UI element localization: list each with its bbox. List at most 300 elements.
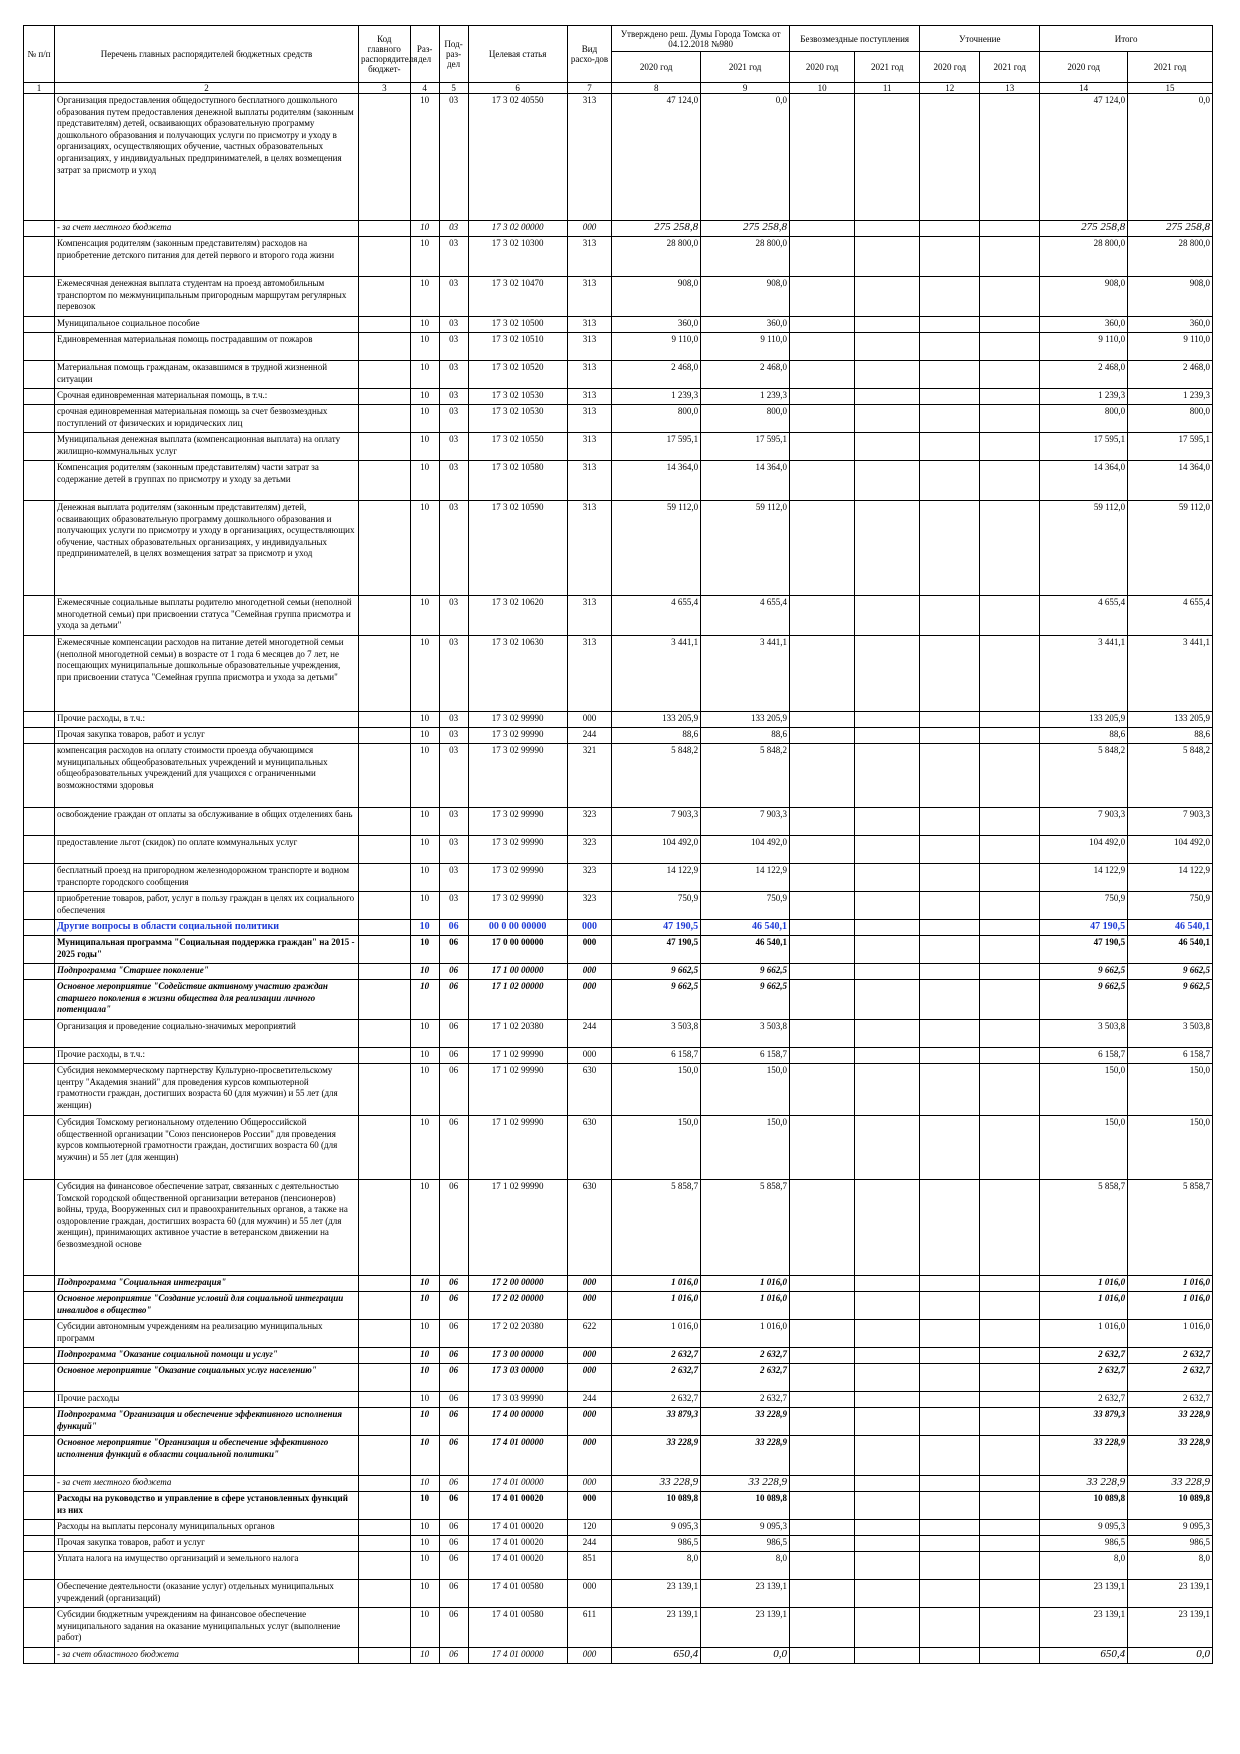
cell-approved-2020: 47 124,0: [612, 94, 701, 221]
cell-approved-2021: 10 089,8: [701, 1492, 790, 1520]
cell-free-2021: [855, 1476, 920, 1492]
cell-item-name: Расходы на выплаты персоналу муниципальных органов: [55, 1520, 359, 1536]
cell-item-name: - за счет местного бюджета: [55, 221, 359, 237]
cell-clarify-2020: [920, 433, 980, 461]
cell-section: 10: [410, 333, 439, 361]
cell-clarify-2020: [920, 1436, 980, 1476]
cell-approved-2020: 17 595,1: [612, 433, 701, 461]
cell-free-2021: [855, 980, 920, 1020]
cell-clarify-2020: [920, 1348, 980, 1364]
cell-total-2021: 750,9: [1128, 892, 1213, 920]
cell-total-2021: 5 858,7: [1128, 1180, 1213, 1276]
cell-total-2020: 33 228,9: [1040, 1436, 1128, 1476]
cell-subsection: 06: [439, 1392, 468, 1408]
column-number: 5: [439, 83, 468, 94]
cell-section: 10: [410, 1276, 439, 1292]
cell-target-item: 17 3 02 10630: [468, 636, 567, 712]
cell-clarify-2021: [980, 596, 1040, 636]
cell-free-2021: [855, 964, 920, 980]
cell-clarify-2021: [980, 1552, 1040, 1580]
table-row: [24, 1364, 1213, 1392]
cell-item-name: Субсидии автономным учреждениям на реализацию муниципальных программ: [55, 1320, 359, 1348]
cell-approved-2020: 2 632,7: [612, 1364, 701, 1392]
cell-total-2020: 1 016,0: [1040, 1320, 1128, 1348]
cell-number: [24, 405, 55, 433]
cell-target-item: 17 1 02 00000: [468, 980, 567, 1020]
cell-approved-2020: 133 205,9: [612, 712, 701, 728]
cell-target-item: 17 4 01 00000: [468, 1648, 567, 1664]
cell-clarify-2020: [920, 1320, 980, 1348]
cell-total-2020: 47 124,0: [1040, 94, 1128, 221]
header-year: 2020 год: [1040, 52, 1128, 83]
cell-subsection: 06: [439, 964, 468, 980]
cell-free-2020: [790, 1608, 855, 1648]
cell-clarify-2020: [920, 405, 980, 433]
cell-expense-type: 000: [567, 920, 611, 936]
table-row: [24, 1552, 1213, 1580]
cell-total-2020: 9 662,5: [1040, 980, 1128, 1020]
cell-free-2020: [790, 1276, 855, 1292]
cell-subsection: 03: [439, 836, 468, 864]
cell-approved-2020: 4 655,4: [612, 596, 701, 636]
cell-subsection: 03: [439, 744, 468, 808]
cell-item-name: Ежемесячные компенсации расходов на питание детей многодетной семьи (неполной многодетной семьи) в возрасте от 1 года 6 месяцев до 7 лет, не посещающих муниципальные дошкольные образовательные учреждения, при присвоении статуса "Семейная группа присмотра и ухода за детьми": [55, 636, 359, 712]
cell-expense-type: 313: [567, 237, 611, 277]
cell-subsection: 03: [439, 361, 468, 389]
cell-total-2021: 9 110,0: [1128, 333, 1213, 361]
cell-clarify-2020: [920, 461, 980, 501]
cell-code: [358, 728, 410, 744]
cell-number: [24, 461, 55, 501]
cell-code: [358, 1408, 410, 1436]
cell-approved-2021: 275 258,8: [701, 221, 790, 237]
cell-section: 10: [410, 1020, 439, 1048]
table-row: [24, 1476, 1213, 1492]
cell-number: [24, 864, 55, 892]
cell-number: [24, 1180, 55, 1276]
cell-clarify-2020: [920, 980, 980, 1020]
cell-clarify-2021: [980, 1476, 1040, 1492]
cell-total-2020: 33 879,3: [1040, 1408, 1128, 1436]
cell-free-2021: [855, 1320, 920, 1348]
cell-clarify-2021: [980, 836, 1040, 864]
cell-code: [358, 864, 410, 892]
cell-target-item: 17 4 01 00020: [468, 1552, 567, 1580]
cell-subsection: 06: [439, 1436, 468, 1476]
cell-free-2021: [855, 1020, 920, 1048]
cell-code: [358, 317, 410, 333]
cell-subsection: 06: [439, 1292, 468, 1320]
cell-clarify-2021: [980, 405, 1040, 433]
cell-section: 10: [410, 808, 439, 836]
cell-item-name: Основное мероприятие "Оказание социальных услуг населению": [55, 1364, 359, 1392]
cell-clarify-2020: [920, 389, 980, 405]
cell-free-2021: [855, 712, 920, 728]
cell-total-2020: 908,0: [1040, 277, 1128, 317]
table-row: [24, 1180, 1213, 1276]
cell-approved-2021: 14 364,0: [701, 461, 790, 501]
cell-item-name: Ежемесячная денежная выплата студентам на проезд автомобильным транспортом по межмуниципальным пригородным маршрутам регулярных перевозок: [55, 277, 359, 317]
column-number: 15: [1128, 83, 1213, 94]
cell-number: [24, 1408, 55, 1436]
header-total: Итого: [1040, 26, 1213, 52]
table-row: [24, 1064, 1213, 1116]
cell-free-2021: [855, 1408, 920, 1436]
cell-expense-type: 630: [567, 1064, 611, 1116]
table-row: [24, 1276, 1213, 1292]
cell-target-item: 17 3 02 10300: [468, 237, 567, 277]
cell-code: [358, 1048, 410, 1064]
cell-free-2020: [790, 1520, 855, 1536]
cell-subsection: 03: [439, 596, 468, 636]
cell-approved-2020: 23 139,1: [612, 1580, 701, 1608]
cell-number: [24, 1608, 55, 1648]
cell-total-2020: 133 205,9: [1040, 712, 1128, 728]
header-target-item: Целевая статья: [468, 26, 567, 83]
cell-code: [358, 94, 410, 221]
cell-approved-2021: 28 800,0: [701, 237, 790, 277]
cell-item-name: Основное мероприятие "Создание условий для социальной интеграции инвалидов в общество": [55, 1292, 359, 1320]
cell-number: [24, 728, 55, 744]
cell-section: 10: [410, 892, 439, 920]
cell-clarify-2021: [980, 1648, 1040, 1664]
cell-item-name: Прочая закупка товаров, работ и услуг: [55, 728, 359, 744]
cell-approved-2021: 9 095,3: [701, 1520, 790, 1536]
cell-total-2021: 2 632,7: [1128, 1348, 1213, 1364]
cell-total-2020: 14 122,9: [1040, 864, 1128, 892]
cell-section: 10: [410, 744, 439, 808]
cell-approved-2021: 0,0: [701, 1648, 790, 1664]
cell-clarify-2021: [980, 728, 1040, 744]
table-row: [24, 277, 1213, 317]
cell-target-item: 00 0 00 00000: [468, 920, 567, 936]
cell-code: [358, 1116, 410, 1180]
cell-approved-2021: 908,0: [701, 277, 790, 317]
cell-subsection: 06: [439, 1608, 468, 1648]
table-row: [24, 864, 1213, 892]
cell-section: 10: [410, 936, 439, 964]
column-number: 3: [358, 83, 410, 94]
cell-approved-2021: 750,9: [701, 892, 790, 920]
cell-clarify-2020: [920, 237, 980, 277]
cell-clarify-2021: [980, 1276, 1040, 1292]
header-year: 2021 год: [855, 52, 920, 83]
cell-free-2021: [855, 596, 920, 636]
cell-clarify-2021: [980, 1292, 1040, 1320]
cell-target-item: 17 3 03 00000: [468, 1364, 567, 1392]
cell-approved-2021: 7 903,3: [701, 808, 790, 836]
cell-section: 10: [410, 1180, 439, 1276]
cell-free-2020: [790, 864, 855, 892]
cell-target-item: 17 3 00 00000: [468, 1348, 567, 1364]
cell-expense-type: 313: [567, 461, 611, 501]
cell-approved-2021: 360,0: [701, 317, 790, 333]
header-clarification: Уточнение: [920, 26, 1040, 52]
cell-expense-type: 630: [567, 1180, 611, 1276]
cell-clarify-2021: [980, 1364, 1040, 1392]
cell-free-2021: [855, 333, 920, 361]
cell-free-2021: [855, 461, 920, 501]
cell-total-2020: 17 595,1: [1040, 433, 1128, 461]
cell-clarify-2021: [980, 277, 1040, 317]
cell-code: [358, 1276, 410, 1292]
cell-clarify-2020: [920, 712, 980, 728]
table-row: [24, 744, 1213, 808]
cell-expense-type: 000: [567, 1348, 611, 1364]
table-row: [24, 964, 1213, 980]
cell-number: [24, 836, 55, 864]
cell-target-item: 17 3 02 99990: [468, 808, 567, 836]
cell-code: [358, 405, 410, 433]
cell-subsection: 06: [439, 1364, 468, 1392]
cell-total-2020: 88,6: [1040, 728, 1128, 744]
cell-clarify-2021: [980, 221, 1040, 237]
cell-item-name: срочная единовременная материальная помощь за счет безвозмездных поступлений от физических и юридических лиц: [55, 405, 359, 433]
cell-total-2020: 9 095,3: [1040, 1520, 1128, 1536]
cell-total-2020: 47 190,5: [1040, 920, 1128, 936]
cell-clarify-2020: [920, 1292, 980, 1320]
cell-expense-type: 000: [567, 1048, 611, 1064]
cell-target-item: 17 3 02 10510: [468, 333, 567, 361]
cell-code: [358, 1292, 410, 1320]
cell-approved-2020: 9 095,3: [612, 1520, 701, 1536]
cell-approved-2021: 986,5: [701, 1536, 790, 1552]
cell-free-2021: [855, 920, 920, 936]
cell-section: 10: [410, 712, 439, 728]
table-row: [24, 237, 1213, 277]
cell-section: 10: [410, 1648, 439, 1664]
cell-approved-2020: 6 158,7: [612, 1048, 701, 1064]
cell-expense-type: 000: [567, 1492, 611, 1520]
cell-section: 10: [410, 1476, 439, 1492]
cell-approved-2021: 1 239,3: [701, 389, 790, 405]
cell-total-2020: 1 239,3: [1040, 389, 1128, 405]
cell-clarify-2020: [920, 636, 980, 712]
cell-total-2020: 360,0: [1040, 317, 1128, 333]
cell-item-name: Субсидия некоммерческому партнерству Культурно-просветительскому центру "Академия знаний" для проведения курсов компьютерной грамотности граждан, достигших возраста 60 (для мужчин) и 55 лет (для женщин): [55, 1064, 359, 1116]
cell-expense-type: 000: [567, 1292, 611, 1320]
cell-section: 10: [410, 920, 439, 936]
table-row: [24, 461, 1213, 501]
cell-section: 10: [410, 636, 439, 712]
cell-total-2021: 133 205,9: [1128, 712, 1213, 728]
cell-free-2020: [790, 596, 855, 636]
cell-free-2021: [855, 221, 920, 237]
cell-total-2021: 2 632,7: [1128, 1364, 1213, 1392]
cell-subsection: 06: [439, 1552, 468, 1580]
cell-item-name: - за счет местного бюджета: [55, 1476, 359, 1492]
cell-free-2020: [790, 1320, 855, 1348]
cell-target-item: 17 1 02 99990: [468, 1180, 567, 1276]
cell-approved-2021: 14 122,9: [701, 864, 790, 892]
cell-code: [358, 1364, 410, 1392]
cell-code: [358, 1608, 410, 1648]
cell-item-name: бесплатный проезд на пригородном железнодорожном транспорте и водном транспорте городского сообщения: [55, 864, 359, 892]
cell-code: [358, 237, 410, 277]
cell-total-2021: 360,0: [1128, 317, 1213, 333]
cell-target-item: 17 3 02 10530: [468, 389, 567, 405]
cell-section: 10: [410, 836, 439, 864]
cell-section: 10: [410, 1608, 439, 1648]
cell-free-2020: [790, 405, 855, 433]
cell-total-2021: 4 655,4: [1128, 596, 1213, 636]
cell-free-2021: [855, 1276, 920, 1292]
cell-target-item: 17 3 02 10530: [468, 405, 567, 433]
cell-free-2021: [855, 237, 920, 277]
cell-clarify-2021: [980, 1520, 1040, 1536]
column-number: 13: [980, 83, 1040, 94]
cell-approved-2021: 2 632,7: [701, 1348, 790, 1364]
cell-section: 10: [410, 1116, 439, 1180]
cell-free-2020: [790, 1476, 855, 1492]
cell-section: 10: [410, 728, 439, 744]
cell-approved-2021: 3 441,1: [701, 636, 790, 712]
cell-section: 10: [410, 1348, 439, 1364]
table-row: [24, 1580, 1213, 1608]
cell-free-2021: [855, 1536, 920, 1552]
cell-free-2020: [790, 836, 855, 864]
header-year: 2021 год: [980, 52, 1040, 83]
table-header: [24, 26, 1213, 94]
cell-code: [358, 1320, 410, 1348]
cell-item-name: Основное мероприятие "Организация и обеспечение эффективного исполнения функций в области социальной политики": [55, 1436, 359, 1476]
cell-expense-type: 313: [567, 433, 611, 461]
cell-expense-type: 000: [567, 1276, 611, 1292]
cell-target-item: 17 4 01 00020: [468, 1536, 567, 1552]
cell-code: [358, 1348, 410, 1364]
cell-free-2020: [790, 744, 855, 808]
cell-total-2021: 46 540,1: [1128, 936, 1213, 964]
cell-section: 10: [410, 1552, 439, 1580]
cell-item-name: Субсидия на финансовое обеспечение затрат, связанных с деятельностью Томской городской общественной организации ветеранов (пенсионеров) войны, труда, Вооруженных сил и правоохранительных органов, а также на оздоровление граждан, достигших возраста 60 (для мужчин) и 55 лет (для женщин), принимающих активное участие в ветеранском движении на безвозмездной основе: [55, 1180, 359, 1276]
cell-code: [358, 433, 410, 461]
cell-subsection: 06: [439, 1492, 468, 1520]
cell-target-item: 17 3 02 99990: [468, 712, 567, 728]
cell-clarify-2020: [920, 1116, 980, 1180]
cell-total-2020: 1 016,0: [1040, 1292, 1128, 1320]
cell-clarify-2021: [980, 361, 1040, 389]
cell-code: [358, 636, 410, 712]
header-year: 2021 год: [701, 52, 790, 83]
cell-total-2021: 5 848,2: [1128, 744, 1213, 808]
table-row: [24, 1048, 1213, 1064]
cell-subsection: 06: [439, 1536, 468, 1552]
cell-approved-2021: 88,6: [701, 728, 790, 744]
cell-number: [24, 433, 55, 461]
cell-approved-2021: 9 662,5: [701, 980, 790, 1020]
cell-expense-type: 000: [567, 980, 611, 1020]
cell-code: [358, 1436, 410, 1476]
cell-subsection: 03: [439, 317, 468, 333]
table-row: [24, 1320, 1213, 1348]
cell-approved-2020: 650,4: [612, 1648, 701, 1664]
cell-clarify-2021: [980, 1408, 1040, 1436]
column-number: 14: [1040, 83, 1128, 94]
cell-expense-type: 120: [567, 1520, 611, 1536]
cell-expense-type: 244: [567, 1392, 611, 1408]
cell-expense-type: 000: [567, 1408, 611, 1436]
cell-number: [24, 1276, 55, 1292]
cell-code: [358, 1552, 410, 1580]
cell-expense-type: 323: [567, 892, 611, 920]
cell-number: [24, 1348, 55, 1364]
cell-total-2021: 33 228,9: [1128, 1436, 1213, 1476]
cell-clarify-2020: [920, 1408, 980, 1436]
cell-number: [24, 1320, 55, 1348]
cell-section: 10: [410, 1320, 439, 1348]
table-row: [24, 361, 1213, 389]
cell-expense-type: 313: [567, 361, 611, 389]
cell-total-2020: 23 139,1: [1040, 1580, 1128, 1608]
cell-clarify-2020: [920, 1648, 980, 1664]
table-row: [24, 1116, 1213, 1180]
cell-free-2020: [790, 1048, 855, 1064]
table-row: [24, 333, 1213, 361]
table-row: [24, 1608, 1213, 1648]
cell-section: 10: [410, 1408, 439, 1436]
cell-target-item: 17 3 02 99990: [468, 836, 567, 864]
cell-total-2021: 2 468,0: [1128, 361, 1213, 389]
cell-total-2021: 104 492,0: [1128, 836, 1213, 864]
cell-target-item: 17 2 02 20380: [468, 1320, 567, 1348]
cell-expense-type: 000: [567, 1436, 611, 1476]
cell-number: [24, 596, 55, 636]
cell-expense-type: 000: [567, 1648, 611, 1664]
cell-free-2020: [790, 636, 855, 712]
cell-approved-2021: 2 468,0: [701, 361, 790, 389]
cell-free-2020: [790, 361, 855, 389]
cell-section: 10: [410, 317, 439, 333]
cell-free-2021: [855, 405, 920, 433]
cell-clarify-2021: [980, 1048, 1040, 1064]
cell-code: [358, 712, 410, 728]
cell-total-2020: 5 848,2: [1040, 744, 1128, 808]
cell-code: [358, 744, 410, 808]
column-number: 1: [24, 83, 55, 94]
cell-subsection: 06: [439, 1648, 468, 1664]
cell-number: [24, 501, 55, 596]
cell-clarify-2020: [920, 744, 980, 808]
cell-target-item: 17 1 02 99990: [468, 1048, 567, 1064]
cell-number: [24, 892, 55, 920]
cell-subsection: 06: [439, 1180, 468, 1276]
table-row: [24, 808, 1213, 836]
table-row: [24, 1436, 1213, 1476]
cell-total-2021: 3 441,1: [1128, 636, 1213, 712]
cell-free-2021: [855, 94, 920, 221]
cell-free-2020: [790, 237, 855, 277]
cell-target-item: 17 4 01 00000: [468, 1436, 567, 1476]
cell-subsection: 06: [439, 920, 468, 936]
cell-expense-type: 313: [567, 596, 611, 636]
cell-item-name: Подпрограмма "Оказание социальной помощи и услуг": [55, 1348, 359, 1364]
cell-item-name: Организация предоставления общедоступного бесплатного дошкольного образования путем предоставления денежной выплаты родителям (законным представителям) детей, осваивающих образовательную программу дошкольного образования и получающих услуги по присмотру и уходу в организациях, осуществляющих обучение, частных образовательных организациях, у индивидуальных предпринимателей, в целях возмещения затрат за присмотр и уход: [55, 94, 359, 221]
cell-approved-2020: 47 190,5: [612, 920, 701, 936]
cell-subsection: 06: [439, 1048, 468, 1064]
cell-section: 10: [410, 1520, 439, 1536]
cell-approved-2021: 9 662,5: [701, 964, 790, 980]
cell-approved-2021: 5 848,2: [701, 744, 790, 808]
cell-target-item: 17 3 02 10520: [468, 361, 567, 389]
cell-clarify-2021: [980, 892, 1040, 920]
cell-approved-2020: 3 503,8: [612, 1020, 701, 1048]
cell-clarify-2021: [980, 1492, 1040, 1520]
cell-total-2020: 6 158,7: [1040, 1048, 1128, 1064]
column-number: 4: [410, 83, 439, 94]
cell-clarify-2021: [980, 1180, 1040, 1276]
cell-number: [24, 333, 55, 361]
cell-expense-type: 000: [567, 936, 611, 964]
